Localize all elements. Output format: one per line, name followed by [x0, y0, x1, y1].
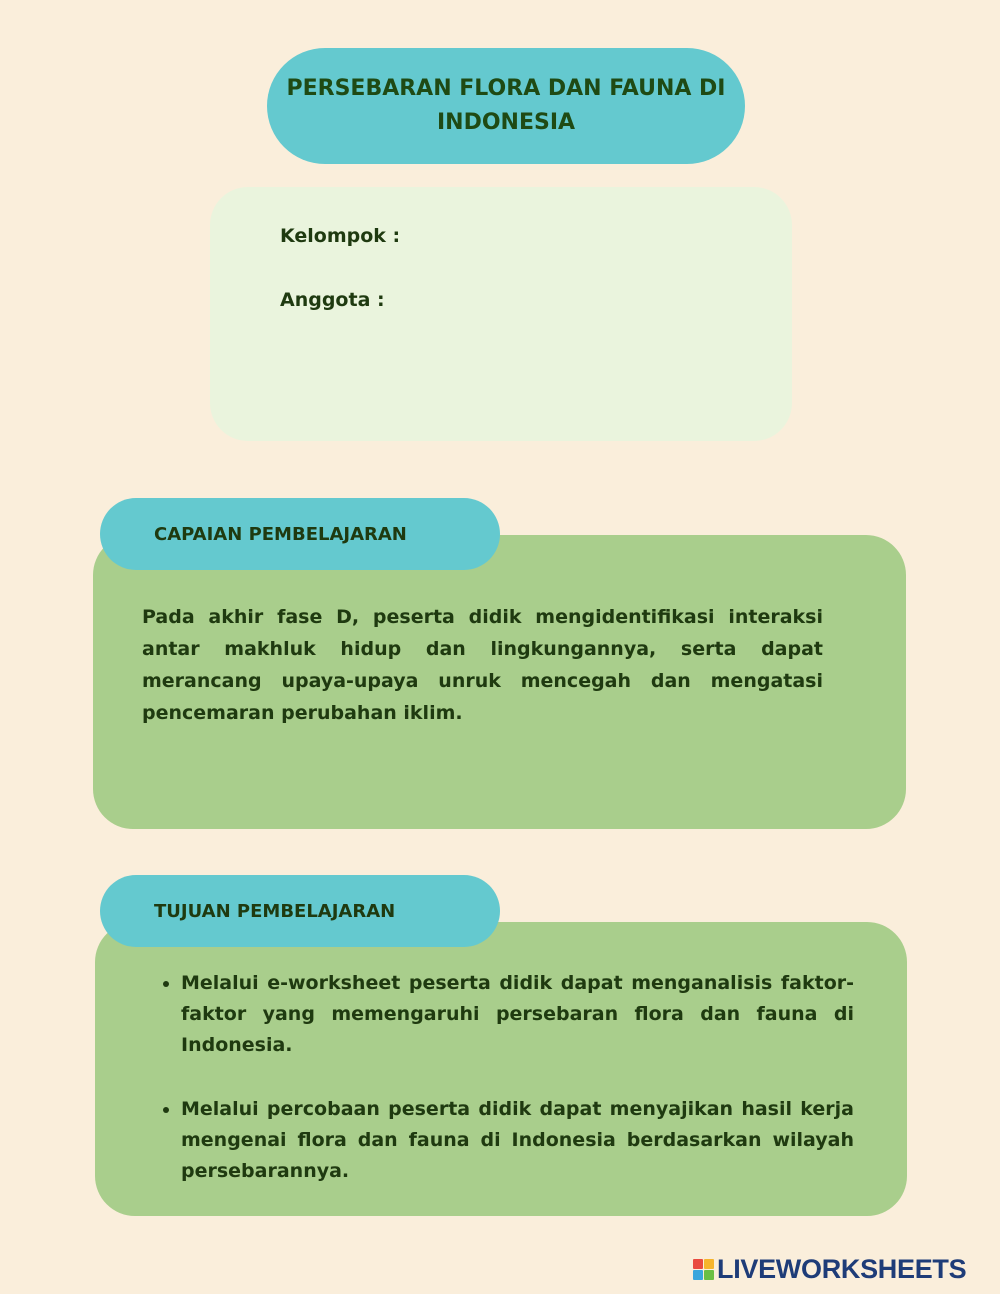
page-title: PERSEBARAN FLORA DAN FAUNA DI INDONESIA: [286, 76, 726, 135]
tujuan-list: [150, 968, 854, 1220]
logo-square: [693, 1259, 703, 1269]
liveworksheets-logo[interactable]: [693, 1254, 966, 1284]
capaian-heading: CAPAIAN PEMBELAJARAN: [154, 523, 407, 545]
group-label: Kelompok :: [280, 225, 401, 247]
title-banner: [267, 48, 745, 164]
list-item: • Melalui percobaan peserta didik dapat menyajikan hasil kerja mengenai flora dan fauna di Indonesia berdasarkan wilayah persebarannya.: [181, 1094, 854, 1187]
logo-mark-icon: [693, 1259, 714, 1280]
logo-square: [704, 1259, 714, 1269]
identity-card: [210, 187, 792, 441]
capaian-text: Pada akhir fase D, peserta didik mengidentifikasi interaksi antar makhluk hidup dan lingkungannya, serta dapat merancang upaya-upaya unruk mencegah dan mengatasi pencemaran perubahan iklim.: [142, 606, 823, 724]
members-label: Anggota :: [280, 289, 385, 311]
logo-square: [693, 1270, 703, 1280]
logo-square: [704, 1270, 714, 1280]
list-item: • Melalui e-worksheet peserta didik dapat menganalisis faktor-faktor yang memengaruhi persebaran flora dan fauna di Indonesia.: [181, 968, 854, 1061]
tujuan-heading-pill: [100, 875, 500, 947]
capaian-heading-pill: [100, 498, 500, 570]
tujuan-heading: TUJUAN PEMBELAJARAN: [154, 900, 396, 922]
logo-text: LIVEWORKSHEETS: [717, 1253, 967, 1284]
